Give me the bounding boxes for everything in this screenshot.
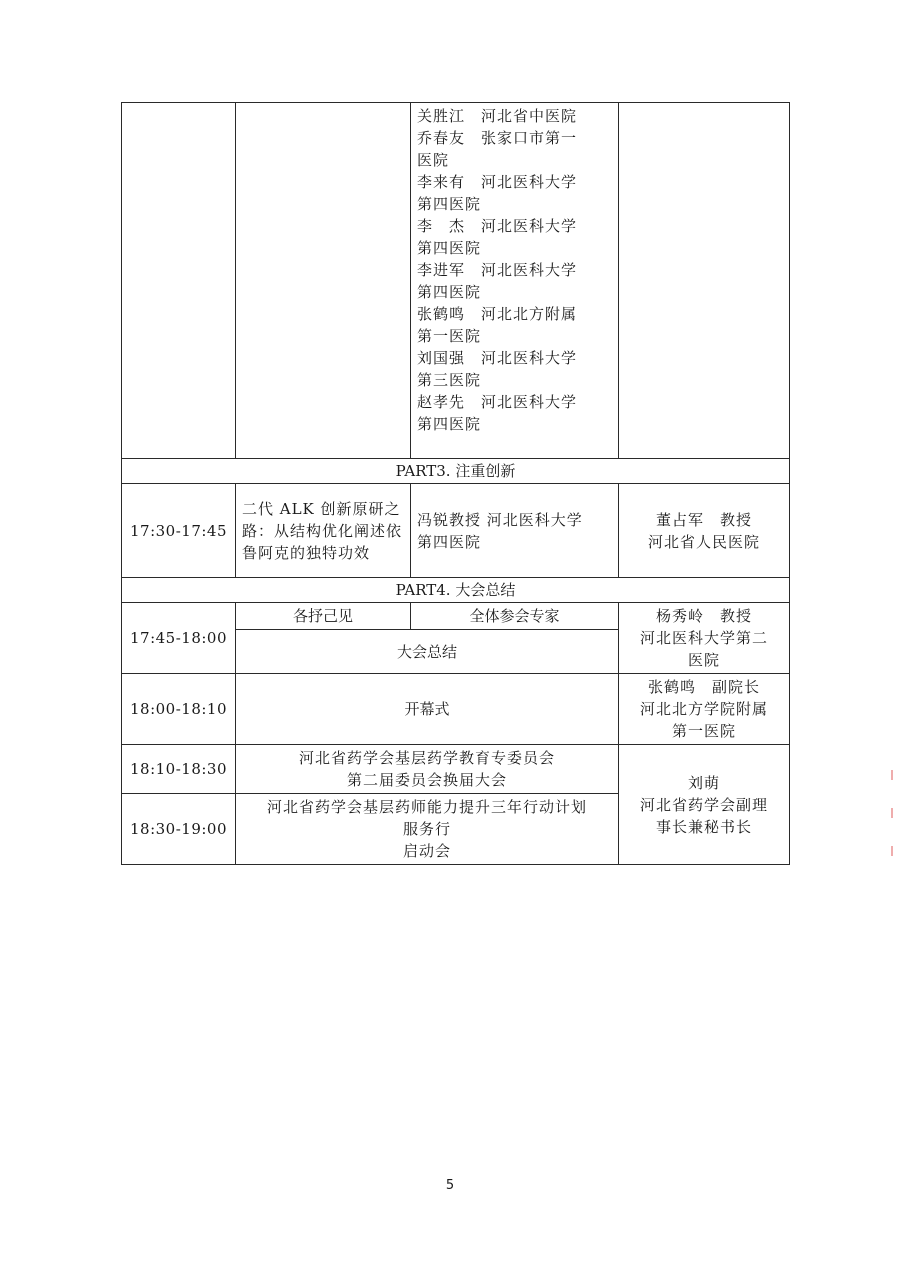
topic-line: 河北省药学会基层药学教育专委员会 [298,749,555,767]
topic-cell: 各抒己见 [236,603,411,630]
speaker-entry: 关胜江 河北省中医院 [417,107,578,125]
host-name: 杨秀岭 教授 [655,607,752,625]
host-affiliation: 河北省药学会副理 [639,795,768,814]
host-cell [619,674,790,745]
stamp-mark [891,770,893,780]
topic-cell [236,745,619,794]
speaker-entry-cont: 医院 [417,151,450,169]
margin-stamp-marks [888,770,896,920]
speaker-cell: 全体参会专家 [411,603,619,630]
time-cell: 17:30-17:45 [122,484,236,578]
host-cell [619,603,790,674]
host-affiliation: 河北北方学院附属 [639,700,768,718]
host-affiliation-cont: 医院 [687,651,720,669]
part4-row1-a [122,603,790,630]
speaker-entry: 乔春友 张家口市第一 [417,129,578,147]
speaker-entry: 赵孝先 河北医科大学 [417,393,578,411]
part3-header-row [122,459,790,484]
speaker-entry-cont: 第三医院 [417,371,482,389]
topic-cell [236,794,619,865]
part4-row2 [122,674,790,745]
part3-row [122,484,790,578]
topic-line: 启动会 [402,842,451,860]
speaker-entry-cont: 第四医院 [417,195,482,213]
speaker-entry: 刘国强 河北医科大学 [417,349,578,367]
continuation-row [122,103,790,459]
topic-line: 河北省药学会基层药师能力提升三年行动计划 [266,798,587,816]
stamp-mark [891,808,893,818]
host-affiliation-cont: 事长兼秘书长 [655,817,752,836]
host-affiliation-cont: 第一医院 [671,722,736,740]
time-cell: 18:30-19:00 [122,794,236,865]
part4-row3 [122,745,790,794]
topic-cell: 二代 ALK 创新原研之路：从结构优化阐述依鲁阿克的独特功效 [236,484,411,578]
host-cell [619,484,790,578]
speaker-entry-cont: 第四医院 [417,283,482,301]
summary-cell: 大会总结 [236,630,619,674]
host-affiliation: 河北省人民医院 [647,532,760,551]
agenda-table [121,102,790,865]
stamp-mark [891,846,893,856]
speaker-entry: 李进军 河北医科大学 [417,261,578,279]
part4-header-row [122,578,790,603]
speaker-entry: 李来有 河北医科大学 [417,173,578,191]
speaker-affiliation: 第四医院 [417,532,482,551]
topic-cell: 开幕式 [236,674,619,745]
speaker-entry-cont: 第四医院 [417,415,482,433]
part3-title: PART3. 注重创新 [122,459,790,484]
speaker-name: 冯锐教授 河北医科大学 [417,510,583,529]
time-cell-empty [122,103,236,459]
speaker-list [411,103,619,459]
page-number: 5 [445,1178,455,1193]
speaker-entry-cont: 第一医院 [417,327,482,345]
speaker-entry: 李 杰 河北医科大学 [417,217,578,235]
topic-cell-empty [236,103,411,459]
topic-line: 服务行 [402,820,451,838]
time-cell: 18:10-18:30 [122,745,236,794]
host-cell-empty [619,103,790,459]
host-affiliation: 河北医科大学第二 [639,629,768,647]
host-cell [619,745,790,865]
speaker-cell [411,484,619,578]
time-cell: 18:00-18:10 [122,674,236,745]
time-cell: 17:45-18:00 [122,603,236,674]
speaker-entry-cont: 第四医院 [417,239,482,257]
host-name: 董占军 教授 [655,510,752,529]
part4-title: PART4. 大会总结 [122,578,790,603]
host-name: 张鹤鸣 副院长 [647,678,760,696]
host-name: 刘萌 [687,773,720,792]
speaker-entry: 张鹤鸣 河北北方附属 [417,305,578,323]
topic-line: 第二届委员会换届大会 [346,771,507,789]
